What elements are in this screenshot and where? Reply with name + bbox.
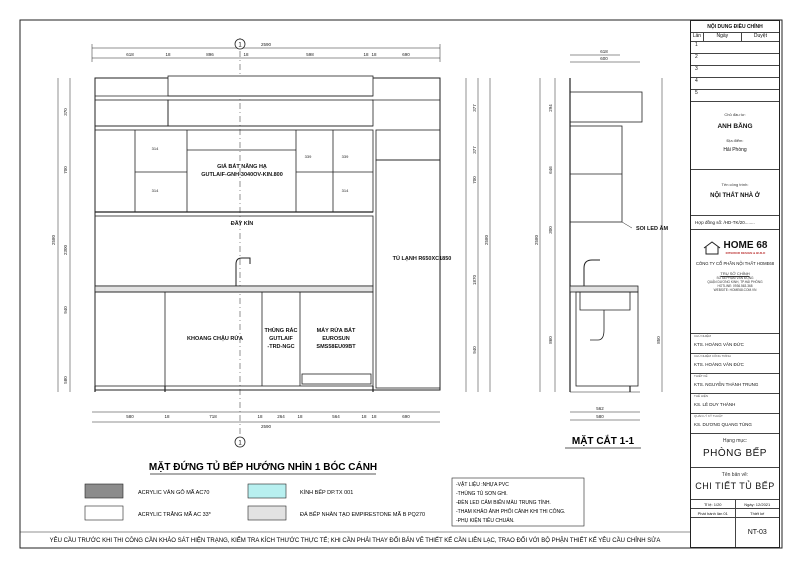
dim-top-1: 18 xyxy=(165,52,171,57)
dim-right-5: 1870 xyxy=(472,274,477,286)
role-label-0: CHỦ NHIỆM xyxy=(694,334,711,338)
note-2: -ĐÈN LED CẢM BIẾN MÀU TRUNG TÍNH. xyxy=(456,500,551,506)
sheet-frame xyxy=(20,20,782,548)
sheet-number-row xyxy=(691,518,779,547)
dim-top-2: 896 xyxy=(206,52,214,57)
note-3: -THAM KHẢO ẢNH PHỐI CẢNH KHI THI CÔNG. xyxy=(456,509,566,515)
company-block xyxy=(691,230,779,334)
rev-row-4: 4 xyxy=(691,78,779,90)
logo-text: HOME 68 xyxy=(723,240,768,251)
dim-sec-top-0: 618 xyxy=(600,49,608,54)
company-line-4: WEBSITE: HOME68.COM.VN xyxy=(713,288,757,292)
project-name: NỘI THẤT NHÀ Ở xyxy=(710,193,760,199)
role-name-2: KTS. NGUYỄN THÀNH TRUNG xyxy=(694,382,759,387)
dim-top-6: 18 xyxy=(371,52,377,57)
dim-bot-6: 564 xyxy=(332,414,340,419)
contract-row xyxy=(691,216,779,230)
rev-row-3: 3 xyxy=(691,66,779,78)
role-row-1 xyxy=(691,354,779,374)
legend-text-1: ACRYLIC TRẮNG MÃ AC 33* xyxy=(138,512,211,518)
dim-bot-0: 580 xyxy=(126,414,134,419)
rev-col-1: Lần xyxy=(691,33,704,41)
legend xyxy=(85,484,425,520)
role-row-0 xyxy=(691,334,779,354)
dim-sec-left-1: 646 xyxy=(548,166,553,174)
dim-sec-left-4: 860 xyxy=(548,336,553,344)
label-dishwasher: MÁY RỬA BÁT xyxy=(316,328,356,334)
owner-block xyxy=(691,102,779,170)
role-row-4 xyxy=(691,414,779,434)
category-label: Hạng mục: xyxy=(722,438,748,444)
company-line-1: SỐ 68 PHẠM VĂN ĐỒNG xyxy=(716,276,754,280)
dim-left-3: 2580 xyxy=(51,234,56,246)
dim-right-0: 377 xyxy=(472,104,477,112)
dim-inner-3: 339 xyxy=(341,154,349,159)
dim-right-1: 377 xyxy=(472,146,477,154)
legend-text-0: ACRYLIC VÂN GỖ MÃ AC70 xyxy=(138,490,210,496)
dim-top-7: 690 xyxy=(402,52,410,57)
section-title: MẶT CẮT 1-1 xyxy=(571,436,635,447)
rev-col-2: Ngày xyxy=(704,33,742,41)
dim-left-5: 940 xyxy=(63,306,68,314)
dim-sec-top-1: 600 xyxy=(600,56,608,61)
legend-swatch-1 xyxy=(85,506,123,520)
label-led: SOI LED ÂM xyxy=(635,226,669,232)
role-label-4: QUẢN LÝ KỸ THUẬT xyxy=(694,414,723,418)
drawing-label: Tên bản vẽ: xyxy=(721,472,749,478)
role-label-3: THỂ HIỆN xyxy=(694,394,709,398)
note-4: -PHỤ KIỆN TIÊU CHUẨN. xyxy=(456,518,515,524)
right-dimensions xyxy=(472,104,489,354)
top-dimensions xyxy=(126,42,410,57)
contract-label: Hợp đồng số: xyxy=(695,220,723,225)
label-bin-code: -TRD-NGC xyxy=(267,344,295,350)
dim-bot-8: 18 xyxy=(371,414,377,419)
dim-bot-7: 18 xyxy=(361,414,367,419)
dim-bot-1: 18 xyxy=(164,414,170,419)
location-label: Địa điểm: xyxy=(726,138,744,143)
note-1: -THÙNG TỦ SƠN GHI. xyxy=(456,491,508,497)
label-dw-code: SMS58EU09BT xyxy=(316,344,356,350)
dim-bot-4: 264 xyxy=(277,414,285,419)
rev-col-3: Duyệt xyxy=(753,33,767,39)
role-row-2 xyxy=(691,374,779,394)
component-labels xyxy=(187,163,668,350)
dim-bot-2: 718 xyxy=(209,414,217,419)
footer-note: YÊU CẦU TRƯỚC KHI THI CÔNG CẦN KHẢO SÁT HIỆN TRẠNG, KIỂM TRA KÍCH THƯỚC THỰC TẾ; KHI CẦN PHẢI THAY ĐỔI BẢN VẼ THIẾT KẾ CẦN LIÊN LẠC, TRAO ĐỔI VỚI BỘ PHẬN THIẾT KẾ YÊU CẦU CHỈNH SỬA xyxy=(49,538,661,544)
phase-row xyxy=(691,509,779,518)
dim-inner-2: 339 xyxy=(304,154,312,159)
dim-total-bottom: 2590 xyxy=(260,424,272,429)
dim-bot-5: 18 xyxy=(297,414,303,419)
section-marker-top xyxy=(235,39,245,49)
role-name-3: KS. LÊ DUY THÀNH xyxy=(694,402,736,407)
notes xyxy=(456,480,565,524)
label-sink: KHOANG CHẬU RỬA xyxy=(187,336,243,342)
date: Ngày: 12/2021 xyxy=(744,502,771,507)
legend-swatch-3 xyxy=(248,506,286,520)
role-name-0: KTS. HOÀNG VĂN ĐỨC xyxy=(694,342,744,347)
logo-sub: INTERIOR DESIGN & BUILD xyxy=(725,251,766,255)
company-line-3: HOTLINE: 0936.563.368 xyxy=(717,284,753,288)
label-fridge: TỦ LẠNH R650XC1850 xyxy=(392,256,452,262)
revision-title: NỘI DUNG ĐIỀU CHỈNH xyxy=(691,21,779,33)
category-name: PHÒNG BẾP xyxy=(703,448,767,459)
rev-row-5: 5 xyxy=(691,90,779,102)
company-name: CÔNG TY CỔ PHẦN NỘI THẤT HOME68 xyxy=(695,261,775,266)
title-block xyxy=(690,20,780,548)
role-row-3 xyxy=(691,394,779,414)
dim-top-5: 18 xyxy=(363,52,369,57)
section-view xyxy=(540,55,662,420)
role-name-4: KS. DƯƠNG QUANG TÙNG xyxy=(694,422,752,427)
dim-top-3: 18 xyxy=(243,52,249,57)
dim-right-4: 2580 xyxy=(484,234,489,246)
legend-swatch-0 xyxy=(85,484,123,498)
dim-left-2: 2300 xyxy=(63,244,68,256)
dim-left-1: 700 xyxy=(63,166,68,174)
label-bin-brand: GUTLAIF xyxy=(269,336,293,342)
dim-right-7: 940 xyxy=(472,346,477,354)
note-0: -VẬT LIỆU :NHỰA PVC xyxy=(456,482,509,488)
company-line-2: QUẬN DƯƠNG KINH, TP.HẢI PHÒNG xyxy=(707,280,763,284)
location: Hải Phòng xyxy=(723,147,747,153)
project-label: Tên công trình: xyxy=(721,182,749,187)
dim-bot-3: 18 xyxy=(257,414,263,419)
dim-sec-bot-1: 580 xyxy=(596,414,604,419)
dim-sec-left-5: 850 xyxy=(656,336,661,344)
drawing-name-block xyxy=(691,468,779,500)
label-dw-brand: EUROSUN xyxy=(322,336,350,342)
role-label-1: CHỦ NHIỆM CÔNG TRÌNH xyxy=(694,354,731,358)
company-logo xyxy=(691,240,779,255)
label-back-panel: ĐẦY KÍN xyxy=(230,221,254,227)
dim-inner-4: 314 xyxy=(341,188,349,193)
dim-top-0: 618 xyxy=(126,52,134,57)
company-line-0: TRỤ SỞ CHÍNH xyxy=(720,271,750,276)
label-rack-code: GUTLAIF-GNH-3040OV-KIN.800 xyxy=(201,172,283,178)
dim-top-4: 598 xyxy=(306,52,314,57)
design-label: Thiết kế xyxy=(750,511,765,516)
scale: Tỉ lệ: 1/20 xyxy=(691,500,736,508)
elevation-view xyxy=(58,38,490,448)
owner-label: Chủ đầu tư: xyxy=(724,112,746,117)
dim-sec-left-3: 2580 xyxy=(534,234,539,246)
left-dimensions xyxy=(51,108,68,384)
dim-inner-0: 314 xyxy=(151,146,159,151)
rev-row-1: 1 xyxy=(691,42,779,54)
phase: Phát hành lần 01 xyxy=(691,509,736,517)
legend-text-3: ĐÁ BẾP NHÂN TẠO EMPIRESTONE MÃ B PQ270 xyxy=(300,512,426,518)
owner-name: ANH BẰNG xyxy=(717,123,753,130)
contract-number: /HD-TK/20........ xyxy=(723,220,755,225)
legend-text-2: KÍNH BẾP DP.TX 001 xyxy=(300,490,354,496)
sheet-number: NT-03 xyxy=(747,529,767,536)
scale-row xyxy=(691,500,779,509)
house-logo-icon xyxy=(703,241,721,255)
role-name-1: KTS. HOÀNG VĂN ĐỨC xyxy=(694,362,744,367)
category-block xyxy=(691,434,779,468)
section-marker-label: 1 xyxy=(238,42,242,49)
rev-row-2: 2 xyxy=(691,54,779,66)
dim-sec-left-2: 300 xyxy=(548,226,553,234)
dim-sec-left-0: 294 xyxy=(548,104,553,112)
project-block xyxy=(691,170,779,216)
drawing-name: CHI TIẾT TỦ BẾP xyxy=(695,481,775,491)
role-label-2: THIẾT KẾ xyxy=(694,374,708,378)
revision-header xyxy=(691,33,779,42)
section-marker-label: 1 xyxy=(238,440,242,447)
section-marker-bottom xyxy=(235,437,245,447)
elevation-title: MẶT ĐỨNG TỦ BẾP HƯỚNG NHÌN 1 BÓC CÁNH xyxy=(148,462,378,473)
dim-left-6: 580 xyxy=(63,376,68,384)
dim-right-2: 700 xyxy=(472,176,477,184)
dim-inner-1: 314 xyxy=(151,188,159,193)
label-bin: THÙNG RÁC xyxy=(264,328,298,334)
dim-total-top: 2590 xyxy=(260,42,272,47)
bottom-dimensions xyxy=(126,414,410,429)
legend-swatch-2 xyxy=(248,484,286,498)
dim-bot-9: 690 xyxy=(402,414,410,419)
dim-left-0: 370 xyxy=(63,108,68,116)
dim-sec-bot-0: 562 xyxy=(596,406,604,411)
label-rack: GIÁ BÁT NÂNG HẠ xyxy=(217,164,267,170)
